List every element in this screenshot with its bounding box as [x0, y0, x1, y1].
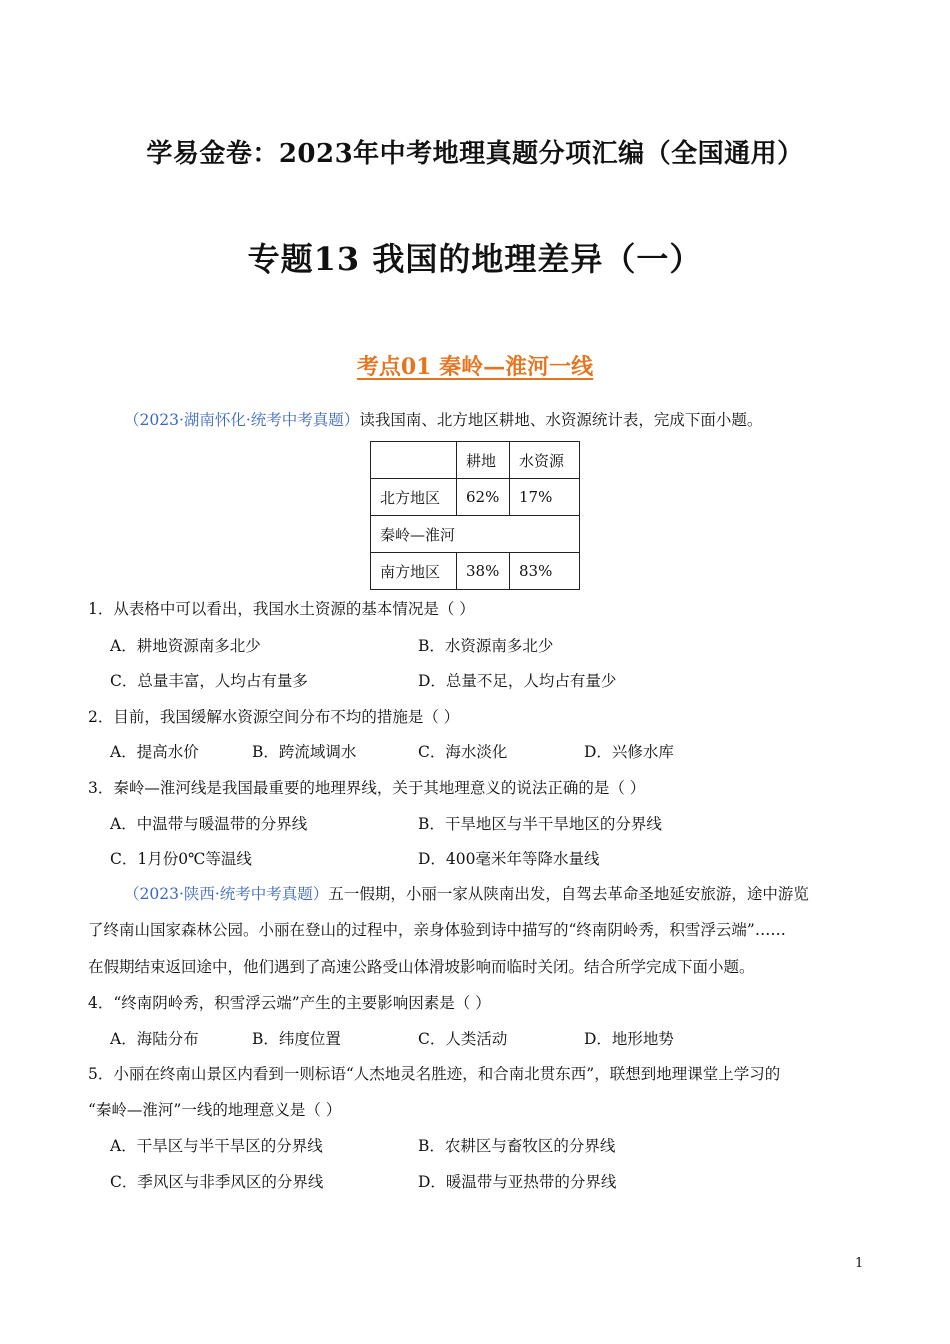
option: C．海水淡化	[418, 743, 508, 761]
option: D．地形地势	[584, 1030, 674, 1048]
option: D．暖温带与亚热带的分界线	[418, 1173, 617, 1191]
option: A．干旱区与半干旱区的分界线	[110, 1137, 323, 1155]
option: B．农耕区与畜牧区的分界线	[418, 1137, 616, 1155]
source-tag: （2023·湖南怀化·统考中考真题）	[124, 411, 360, 429]
option: C．总量丰富，人均占有量多	[110, 672, 308, 690]
group1-intro: （2023·湖南怀化·统考中考真题）读我国南、北方地区耕地、水资源统计表，完成下面小题。	[124, 411, 763, 429]
table-row: 北方地区 62% 17%	[371, 479, 580, 516]
option: A．海陆分布	[110, 1030, 199, 1048]
question-5-cont: “秦岭—淮河”一线的地理意义是（ ）	[88, 1101, 342, 1119]
option: B．干旱地区与半干旱地区的分界线	[418, 815, 662, 833]
option: D．兴修水库	[584, 743, 674, 761]
question-3: 3．秦岭—淮河线是我国最重要的地理界线，关于其地理意义的说法正确的是（ ）	[88, 779, 646, 797]
option: A．中温带与暖温带的分界线	[110, 815, 308, 833]
header-title: 学易金卷：2023年中考地理真题分项汇编（全国通用）	[146, 139, 804, 169]
option: B．跨流域调水	[252, 743, 357, 761]
table-row: 耕地 水资源	[371, 442, 580, 479]
group2-line: 了终南山国家森林公园。小丽在登山的过程中，亲身体验到诗中描写的“终南阴岭秀，积雪浮云端”……	[88, 921, 786, 939]
group2-intro: （2023·陕西·统考中考真题）五一假期，小丽一家从陕南出发，自驾去革命圣地延安旅游，途中游览	[124, 885, 809, 903]
group2-line: 在假期结束返回途中，他们遇到了高速公路受山体滑坡影响而临时关闭。结合所学完成下面小题。	[88, 958, 755, 976]
option: A．耕地资源南多北少	[110, 637, 261, 655]
source-tag: （2023·陕西·统考中考真题）	[124, 885, 329, 903]
option: C．人类活动	[418, 1030, 508, 1048]
table-row: 南方地区 38% 83%	[371, 553, 580, 590]
data-table	[370, 441, 580, 590]
option: A．提高水价	[110, 743, 199, 761]
option: B．纬度位置	[252, 1030, 341, 1048]
question-5: 5．小丽在终南山景区内看到一则标语“人杰地灵名胜迹，和合南北贯东西”，联想到地理课堂上学习的	[88, 1065, 781, 1083]
option: B．水资源南多北少	[418, 637, 554, 655]
question-4: 4．“终南阴岭秀，积雪浮云端”产生的主要影响因素是（ ）	[88, 994, 491, 1012]
option: D．总量不足，人均占有量少	[418, 672, 617, 690]
page-number: 1	[855, 1256, 864, 1271]
table-row: 秦岭—淮河	[371, 516, 580, 553]
option: C．1月份0℃等温线	[110, 850, 252, 868]
topic-title: 专题13 我国的地理差异（一）	[247, 240, 703, 278]
question-2: 2．目前，我国缓解水资源空间分布不均的措施是（ ）	[88, 708, 460, 726]
option: D．400毫米年等降水量线	[418, 850, 600, 868]
section-title: 考点01 秦岭—淮河一线	[356, 354, 594, 380]
question-1: 1．从表格中可以看出，我国水土资源的基本情况是（ ）	[88, 600, 475, 618]
option: C．季风区与非季风区的分界线	[110, 1173, 324, 1191]
